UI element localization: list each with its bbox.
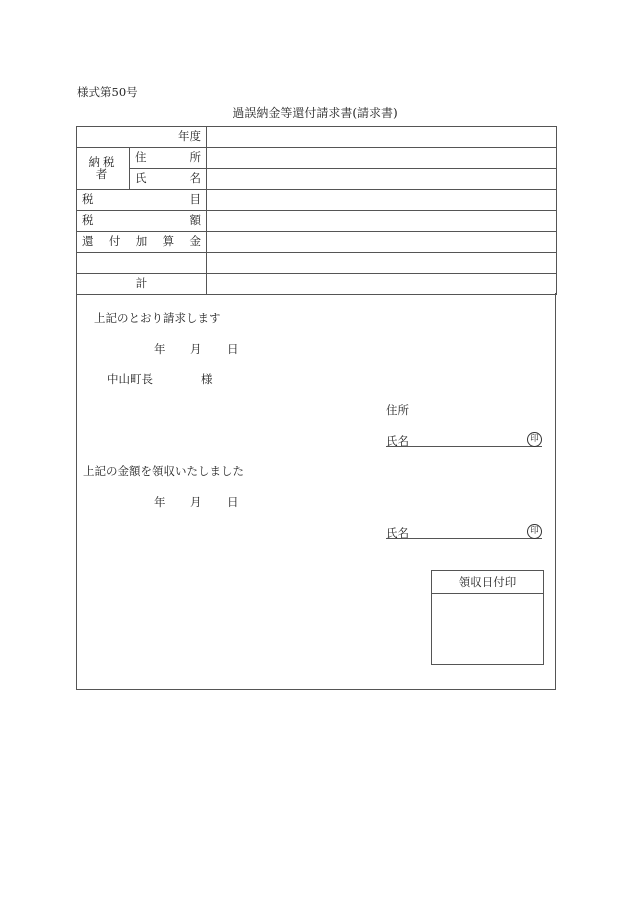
blank-label-cell — [77, 253, 207, 274]
tax-item-label — [77, 190, 207, 211]
blank-field[interactable] — [207, 253, 557, 274]
taxpayer-label: 納税者 — [77, 148, 130, 190]
taxpayer-name-text: 氏 名 — [135, 171, 201, 186]
taxpayer-name-field[interactable] — [207, 169, 557, 190]
refund-details-table — [76, 126, 557, 295]
recipient-seal-icon: 印 — [527, 524, 542, 539]
request-statement: 上記のとおり請求します — [94, 311, 221, 325]
table-row-year — [77, 127, 557, 148]
receipt-statement: 上記の金額を領収いたしました — [83, 464, 244, 478]
table-row-tax-item — [77, 190, 557, 211]
table-row-refund-interest — [77, 232, 557, 253]
tax-amount-field[interactable] — [207, 211, 557, 232]
taxpayer-name-label — [130, 169, 207, 190]
year-field[interactable] — [207, 127, 557, 148]
refund-interest-label — [77, 232, 207, 253]
receipt-date-year: 年 — [154, 495, 166, 509]
addressee-honorific: 様 — [201, 372, 213, 386]
form-number: 様式第50号 — [77, 85, 138, 99]
request-date-month: 月 — [190, 342, 202, 356]
recipient-signature-line — [386, 538, 542, 539]
tax-item-field[interactable] — [207, 190, 557, 211]
taxpayer-address-label — [130, 148, 207, 169]
tax-item-text: 税 目 — [82, 192, 201, 207]
taxpayer-address-field[interactable] — [207, 148, 557, 169]
total-field[interactable] — [207, 274, 557, 295]
refund-interest-text: 還 付 加 算 金 — [82, 234, 201, 249]
table-row-name — [77, 169, 557, 190]
receipt-date-stamp-label: 領収日付印 — [432, 571, 543, 594]
tax-amount-label — [77, 211, 207, 232]
addressee: 中山町長 — [107, 372, 153, 386]
recipient-name-label: 氏名 — [386, 526, 409, 540]
tax-amount-text: 税 額 — [82, 213, 201, 228]
total-label: 計 — [77, 274, 207, 295]
table-row-tax-amount — [77, 211, 557, 232]
table-row-address — [77, 148, 557, 169]
request-date-day: 日 — [227, 342, 239, 356]
applicant-signature-line — [386, 446, 542, 447]
taxpayer-address-text: 住 所 — [135, 150, 201, 165]
table-row-total — [77, 274, 557, 295]
applicant-name-label: 氏名 — [386, 434, 409, 448]
applicant-seal-icon: 印 — [527, 432, 542, 447]
table-row-blank — [77, 253, 557, 274]
receipt-date-month: 月 — [190, 495, 202, 509]
refund-interest-field[interactable] — [207, 232, 557, 253]
receipt-date-stamp-box[interactable] — [431, 570, 544, 665]
applicant-address-label: 住所 — [386, 403, 409, 417]
year-label: 年度 — [77, 127, 207, 148]
request-date-year: 年 — [154, 342, 166, 356]
document-title: 過誤納金等還付請求書(請求書) — [232, 106, 398, 120]
receipt-date-day: 日 — [227, 495, 239, 509]
